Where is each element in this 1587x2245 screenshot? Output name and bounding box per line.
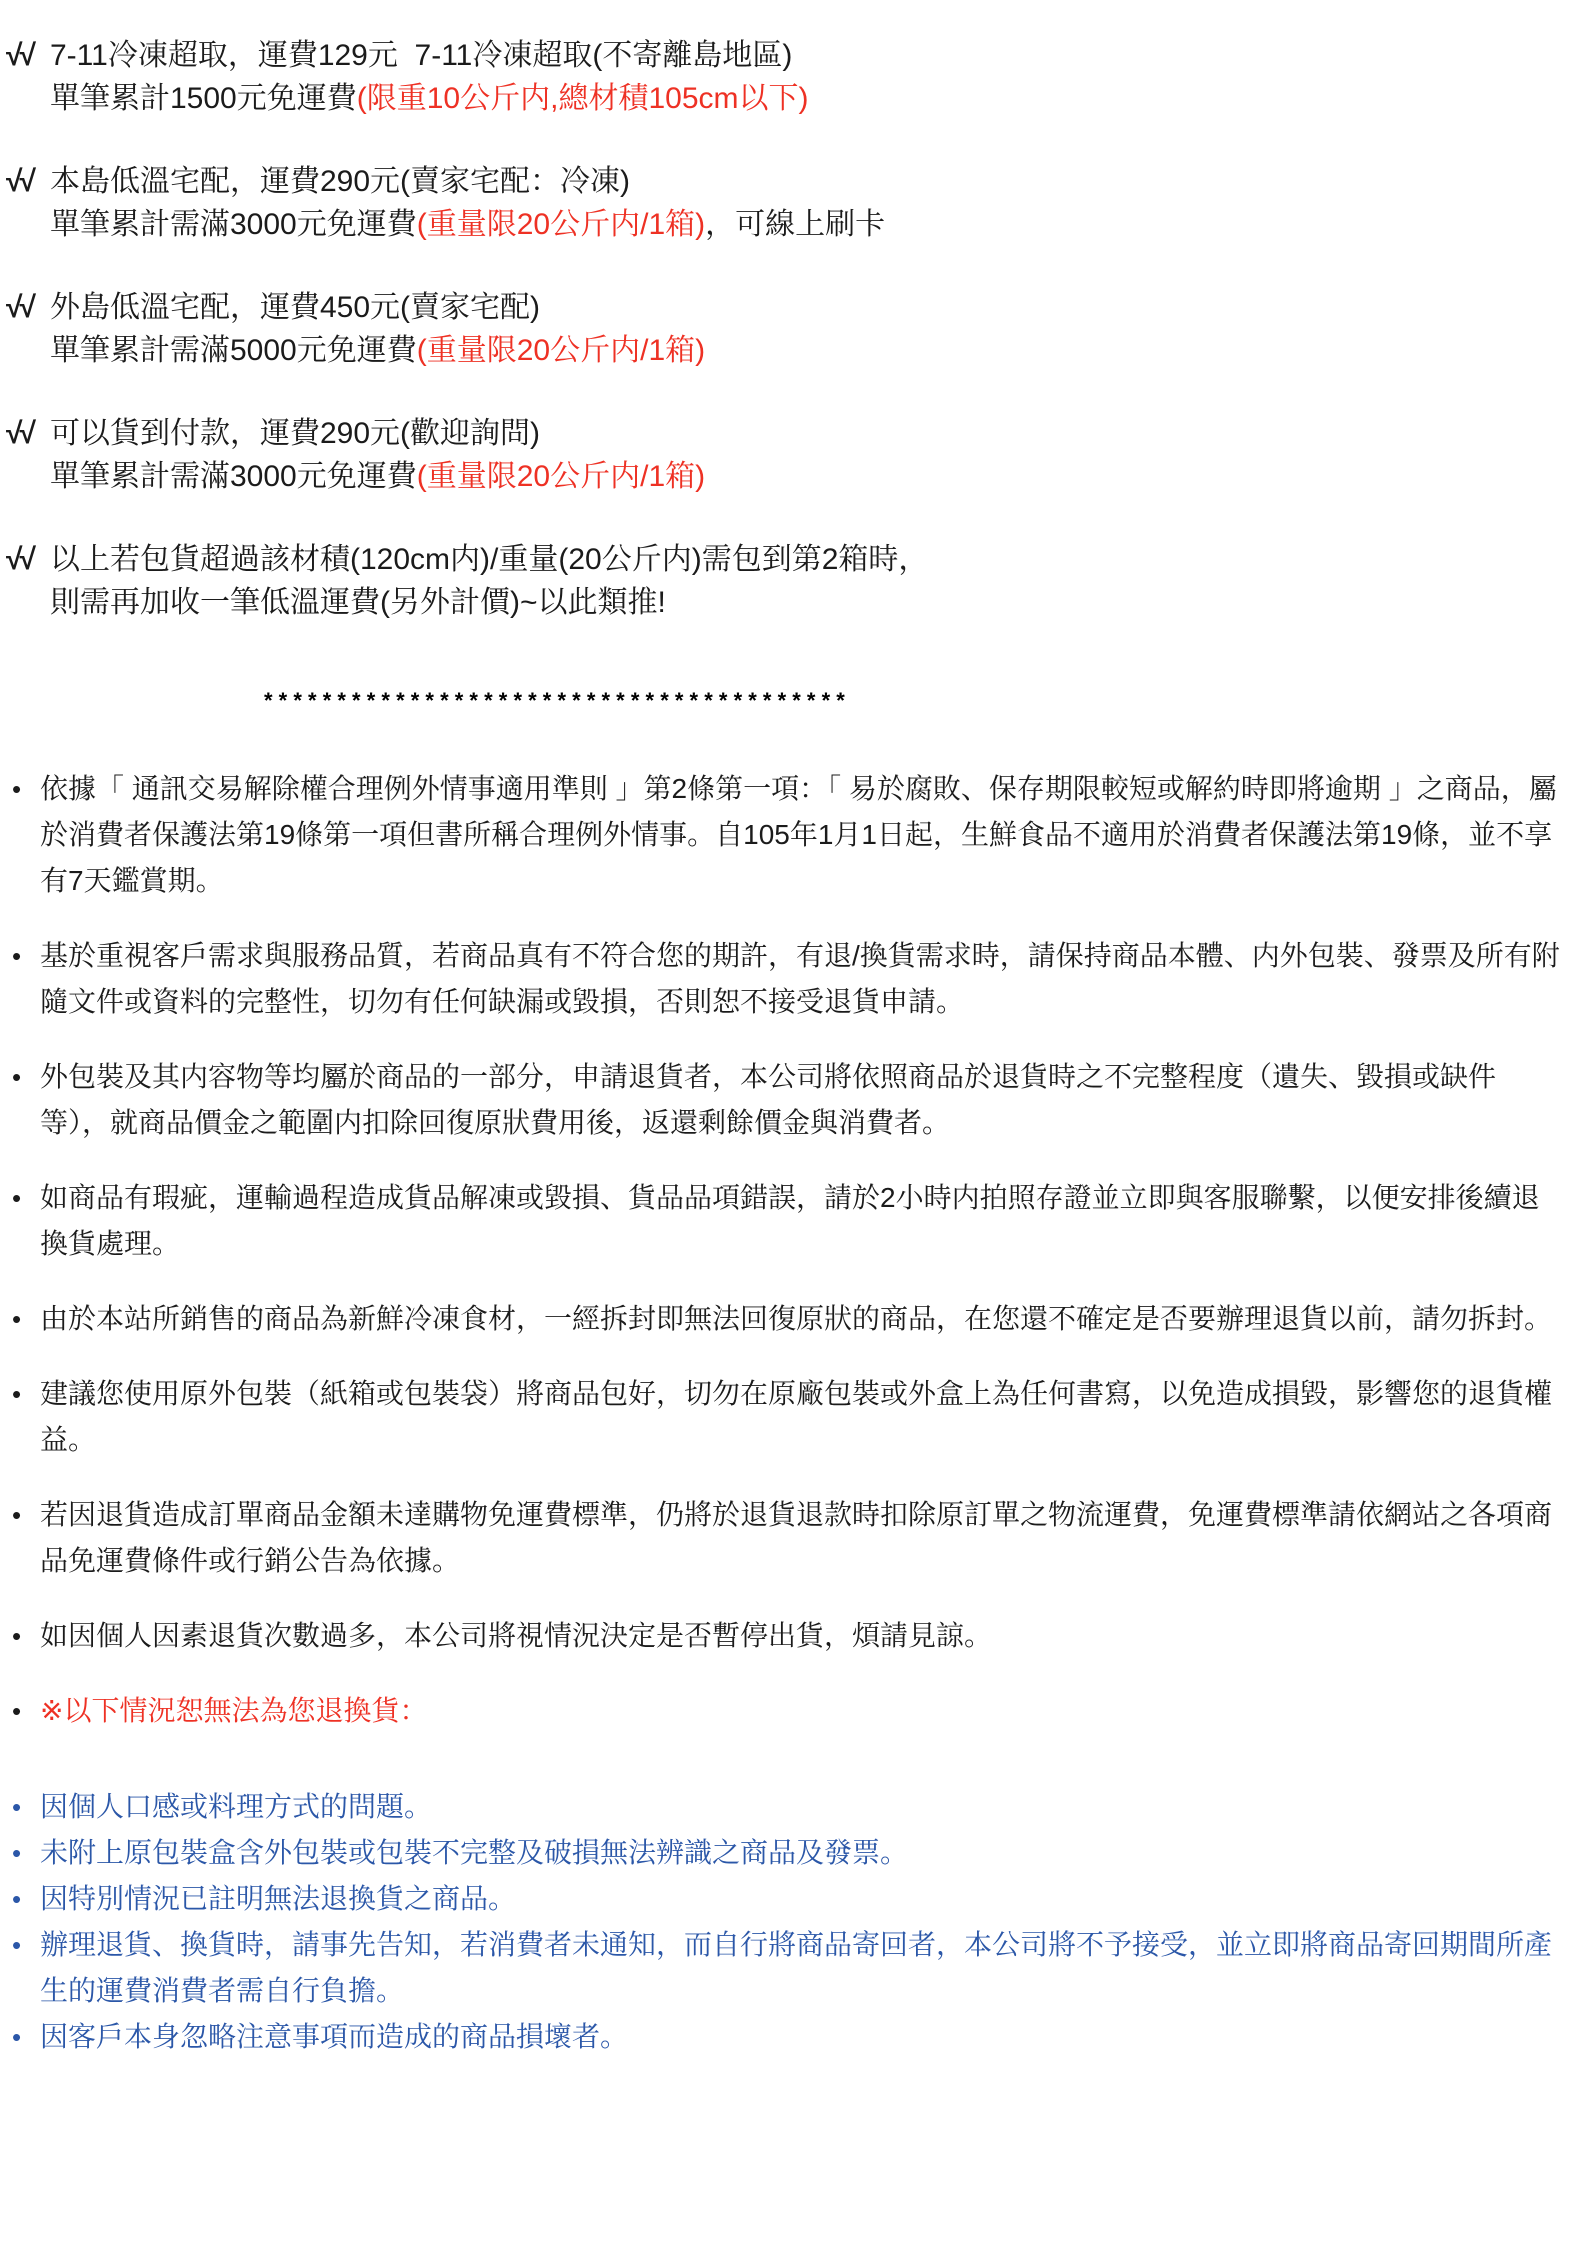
no-return-heading-text: ※以下情況恕無法為您退換貨：	[40, 1695, 428, 1726]
no-return-item-customer-negligence	[0, 2014, 1560, 2060]
no-return-text: 未附上原包裝盒含外包裝或包裝不完整及破損無法辨識之商品及發票。	[40, 1837, 909, 1868]
shipping-line-2	[50, 77, 1570, 120]
policy-item-original-packaging	[0, 1371, 1560, 1463]
policy-item-cooling-off	[0, 766, 1560, 904]
free-shipping-threshold: 單筆累計需滿3000元免運費	[50, 208, 417, 241]
no-return-text: 因特別情況已註明無法退換貨之商品。	[40, 1883, 517, 1914]
no-return-item-notify-first	[0, 1922, 1560, 2014]
no-return-text: 辦理退貨、換貨時，請事先告知，若消費者未通知，而自行將商品寄回者，本公司將不予接受，並立即將商品寄回期間所產生的運費消費者需自行負擔。	[40, 1929, 1553, 2006]
policy-item-packaging-part	[0, 1054, 1560, 1146]
return-policy-document	[0, 34, 1587, 2060]
bullet-icon: •	[12, 1183, 22, 1213]
shipping-option-711	[0, 34, 1587, 120]
policy-text: 依據「 通訊交易解除權合理例外情事適用準則 」第2條第一項：「 易於腐敗、保存期限較短或解約時即將逾期 」之商品，屬於消費者保護法第19條第一項但書所稱合理例外情事。自105年1月1日起，生鮮食品不適用於消費者保護法第19條，並不享有7天鑑賞期。	[40, 773, 1557, 896]
shipping-option-text	[50, 538, 1570, 624]
shipping-option-cod	[0, 412, 1587, 498]
bullet-icon: •	[12, 1621, 22, 1651]
policy-list	[0, 766, 1587, 1734]
policy-text: 建議您使用原外包裝（紙箱或包裝袋）將商品包好，切勿在原廠包裝或外盒上為任何書寫，以免造成損毀，影響您的退貨權益。	[40, 1378, 1553, 1455]
no-return-heading	[0, 1688, 1560, 1734]
policy-text: 由於本站所銷售的商品為新鮮冷凍食材，一經拆封即無法回復原狀的商品，在您還不確定是否要辦理退貨以前，請勿拆封。	[40, 1303, 1553, 1334]
policy-item-defect-report	[0, 1175, 1560, 1267]
weight-limit-note: (重量限20公斤内/1箱)	[416, 208, 706, 241]
no-return-list	[0, 1784, 1587, 2060]
free-shipping-threshold: 單筆累計1500元免運費	[50, 82, 357, 115]
policy-item-refund-shipping-fee	[0, 1492, 1560, 1584]
shipping-option-text	[50, 160, 1570, 246]
weight-limit-note: (限重10公斤内,總材積105cm以下)	[356, 82, 809, 115]
bullet-icon: •	[12, 774, 22, 804]
policy-text: 如商品有瑕疵，運輸過程造成貨品解凍或毀損、貨品品項錯誤，請於2小時内拍照存證並立即與客服聯繫，以便安排後續退換貨處理。	[40, 1182, 1540, 1259]
weight-limit-note: (重量限20公斤内/1箱)	[416, 460, 706, 493]
policy-text: 如因個人因素退貨次數過多，本公司將視情況決定是否暫停出貨，煩請見諒。	[40, 1620, 993, 1651]
double-check-icon: √√	[6, 543, 33, 576]
bullet-icon: •	[12, 1379, 22, 1409]
asterisk-divider: * * * * * * * * * * * * * * * * * * * * * * * * * * * * * * * * * * * * * * * *	[264, 688, 845, 713]
shipping-option-main-island	[0, 160, 1587, 246]
bullet-icon: •	[12, 941, 22, 971]
shipping-note-suffix: ，可線上刷卡	[705, 208, 886, 241]
shipping-line-2	[50, 581, 1570, 624]
double-check-icon: √√	[6, 291, 33, 324]
no-return-text: 因個人口感或料理方式的問題。	[40, 1791, 433, 1822]
double-check-icon: √√	[6, 39, 33, 72]
bullet-icon: •	[12, 1838, 22, 1868]
bullet-icon: •	[12, 1696, 22, 1726]
no-return-item-special-noted	[0, 1876, 1560, 1922]
bullet-icon: •	[12, 1304, 22, 1334]
policy-text: 若因退貨造成訂單商品金額未達購物免運費標準，仍將於退貨退款時扣除原訂單之物流運費，免運費標準請依網站之各項商品免運費條件或行銷公告為依據。	[40, 1499, 1553, 1576]
policy-item-do-not-open	[0, 1296, 1560, 1342]
policy-item-return-condition	[0, 933, 1560, 1025]
shipping-line-2	[50, 203, 1570, 246]
free-shipping-threshold: 單筆累計需滿3000元免運費	[50, 460, 417, 493]
bullet-icon: •	[12, 2022, 22, 2052]
shipping-option-overweight-rule	[0, 538, 1587, 624]
policy-item-excessive-returns	[0, 1613, 1560, 1659]
shipping-line-1: 以上若包貨超過該材積(120cm内)/重量(20公斤内)需包到第2箱時，	[50, 543, 929, 576]
shipping-option-text	[50, 286, 1570, 372]
bullet-icon: •	[12, 1930, 22, 1960]
bullet-icon: •	[12, 1884, 22, 1914]
shipping-line-1: 7-11冷凍超取，運費129元 7-11冷凍超取(不寄離島地區)	[50, 39, 793, 72]
no-return-text: 因客戶本身忽略注意事項而造成的商品損壞者。	[40, 2021, 629, 2052]
shipping-option-outer-island	[0, 286, 1587, 372]
weight-limit-note: (重量限20公斤内/1箱)	[416, 334, 706, 367]
bullet-icon: •	[12, 1792, 22, 1822]
policy-text: 外包裝及其内容物等均屬於商品的一部分，申請退貨者，本公司將依照商品於退貨時之不完整程度（遺失、毀損或缺件等），就商品價金之範圍内扣除回復原狀費用後，返還剩餘價金與消費者。	[40, 1061, 1497, 1138]
no-return-item-taste	[0, 1784, 1560, 1830]
shipping-option-text	[50, 34, 1570, 120]
shipping-line-1: 本島低溫宅配，運費290元(賣家宅配：冷凍)	[50, 165, 631, 198]
bullet-icon: •	[12, 1500, 22, 1530]
bullet-icon: •	[12, 1062, 22, 1092]
shipping-line-2	[50, 329, 1570, 372]
shipping-line-1: 外島低溫宅配，運費450元(賣家宅配)	[50, 291, 541, 324]
shipping-option-text	[50, 412, 1570, 498]
policy-text: 基於重視客戶需求與服務品質，若商品真有不符合您的期許，有退/換貨需求時，請保持商品本體、内外包裝、發票及所有附隨文件或資料的完整性，切勿有任何缺漏或毀損，否則恕不接受退貨申請。	[40, 940, 1560, 1017]
no-return-item-missing-packaging	[0, 1830, 1560, 1876]
shipping-line-1: 可以貨到付款，運費290元(歡迎詢問)	[50, 417, 541, 450]
free-shipping-threshold: 單筆累計需滿5000元免運費	[50, 334, 417, 367]
double-check-icon: √√	[6, 417, 33, 450]
double-check-icon: √√	[6, 165, 33, 198]
shipping-line-2	[50, 455, 1570, 498]
extra-fee-note: 則需再加收一筆低溫運費(另外計價)~以此類推!	[50, 586, 666, 619]
